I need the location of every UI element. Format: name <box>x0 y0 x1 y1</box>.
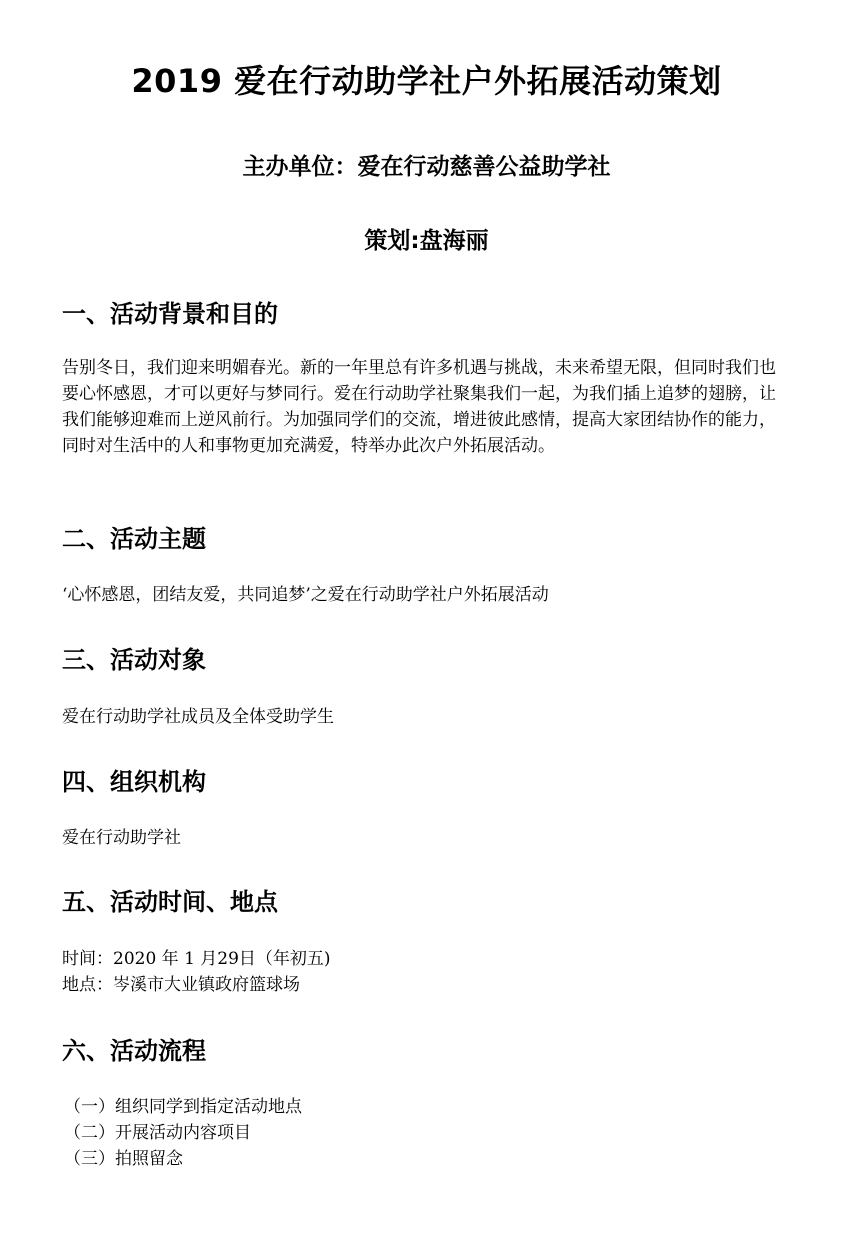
section-body-audience: 爱在行动助学社成员及全体受助学生 <box>62 707 334 727</box>
section-body-theme: ‘心怀感恩，团结友爱，共同追梦’之爱在行动助学社户外拓展活动 <box>62 585 549 605</box>
section-heading-theme: 二、活动主题 <box>62 525 206 553</box>
planner-line: 策划:盘海丽 <box>364 228 489 254</box>
section-body-organization: 爱在行动助学社 <box>62 828 181 848</box>
section-heading-organization: 四、组织机构 <box>62 768 206 796</box>
section-body-background: 告别冬日，我们迎来明媚春光。新的一年里总有许多机遇与挑战，未来希望无限，但同时我们也要心怀感恩，才可以更好与梦同行。爱在行动助学社聚集我们一起，为我们插上追梦的翅膀，让我们能够迎难而上逆风前行。为加强同学们的交流，增进彼此感情，提高大家团结协作的能力，同时对生活中的人和事物更加充满爱，特举办此次户外拓展活动。 <box>62 358 776 456</box>
process-step: （二）开展活动内容项目 <box>64 1123 251 1143</box>
section-heading-process: 六、活动流程 <box>62 1037 206 1065</box>
event-place: 地点：岑溪市大业镇政府篮球场 <box>62 975 300 995</box>
event-time: 时间：2020 年 1 月29日（年初五) <box>62 949 331 969</box>
section-heading-background: 一、活动背景和目的 <box>62 300 278 328</box>
process-step: （三）拍照留念 <box>64 1149 183 1169</box>
document-title: 2019 爱在行动助学社户外拓展活动策划 <box>131 62 722 100</box>
section-heading-time-place: 五、活动时间、地点 <box>62 888 278 916</box>
organizer-line: 主办单位：爱在行动慈善公益助学社 <box>242 154 611 180</box>
section-heading-audience: 三、活动对象 <box>62 646 206 674</box>
process-step: （一）组织同学到指定活动地点 <box>64 1097 302 1117</box>
